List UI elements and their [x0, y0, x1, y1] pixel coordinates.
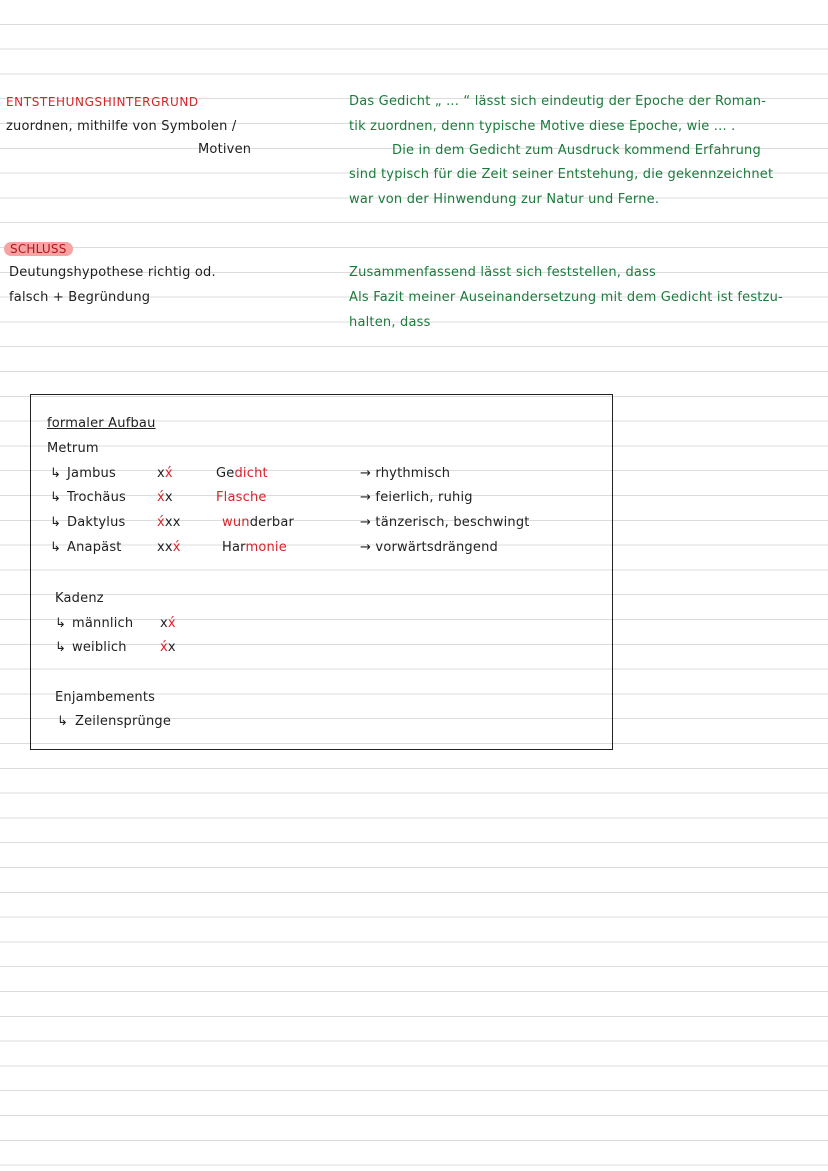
schluss-text-line2: Als Fazit meiner Auseinandersetzung mit dem Gedicht ist festzu- [349, 290, 783, 305]
schluss-note-line1: Deutungshypothese richtig od. [9, 265, 216, 280]
arrow-icon: ↳ [50, 515, 62, 530]
metrum-name: Jambus [67, 466, 116, 481]
kadenz-label: Kadenz [55, 591, 104, 606]
metrum-effect: → vorwärtsdrängend [360, 540, 498, 555]
kadenz-pattern: xx́ [160, 616, 176, 631]
arrow-icon: ↳ [55, 640, 67, 655]
schluss-heading: SCHLUSS [4, 242, 73, 256]
metrum-effect: → feierlich, ruhig [360, 490, 473, 505]
enjambement-sub: Zeilensprünge [75, 714, 172, 729]
entstehung-note-line1: zuordnen, mithilfe von Symbolen / [6, 119, 237, 134]
schluss-note-line2: falsch + Begründung [9, 290, 151, 305]
metrum-effect: → rhythmisch [360, 466, 451, 481]
schluss-text-line3: halten, dass [349, 315, 431, 330]
metrum-name: Daktylus [67, 515, 126, 530]
arrow-icon: ↳ [50, 540, 62, 555]
box-title: formaler Aufbau [47, 416, 156, 431]
kadenz-name: männlich [72, 616, 134, 631]
entstehung-text-line4: sind typisch für die Zeit seiner Entstehung, die gekennzeichnet [349, 167, 774, 182]
metrum-example: Harmonie [222, 540, 287, 555]
metrum-example: Gedicht [216, 466, 268, 481]
metrum-pattern: x́xx [157, 515, 181, 530]
entstehung-text-line5: war von der Hinwendung zur Natur und Ferne. [349, 192, 660, 207]
metrum-pattern: xx́ [157, 466, 173, 481]
arrow-icon: ↳ [55, 616, 67, 631]
entstehung-note-line2: Motiven [198, 142, 252, 157]
metrum-pattern: x́x [157, 490, 173, 505]
metrum-name: Anapäst [67, 540, 122, 555]
schluss-heading-marker [4, 241, 73, 258]
metrum-example: wunderbar [222, 515, 295, 530]
arrow-icon: ↳ [50, 490, 62, 505]
enjambement-label: Enjambements [55, 690, 156, 705]
metrum-example: Flasche [216, 490, 267, 505]
entstehung-text-line1: Das Gedicht „ ... “ lässt sich eindeutig der Epoche der Roman- [349, 94, 767, 109]
metrum-name: Trochäus [67, 490, 127, 505]
kadenz-pattern: x́x [160, 640, 176, 655]
metrum-pattern: xxx́ [157, 540, 181, 555]
arrow-icon: ↳ [57, 714, 69, 729]
metrum-effect: → tänzerisch, beschwingt [360, 515, 530, 530]
entstehung-heading: ENTSTEHUNGSHINTERGRUND [6, 95, 199, 109]
arrow-icon: ↳ [50, 466, 62, 481]
entstehung-text-line3: Die in dem Gedicht zum Ausdruck kommend Erfahrung [392, 143, 761, 158]
metrum-label: Metrum [47, 441, 99, 456]
entstehung-text-line2: tik zuordnen, denn typische Motive diese Epoche, wie ... . [349, 119, 736, 134]
kadenz-name: weiblich [72, 640, 127, 655]
schluss-text-line1: Zusammenfassend lässt sich feststellen, dass [349, 265, 657, 280]
